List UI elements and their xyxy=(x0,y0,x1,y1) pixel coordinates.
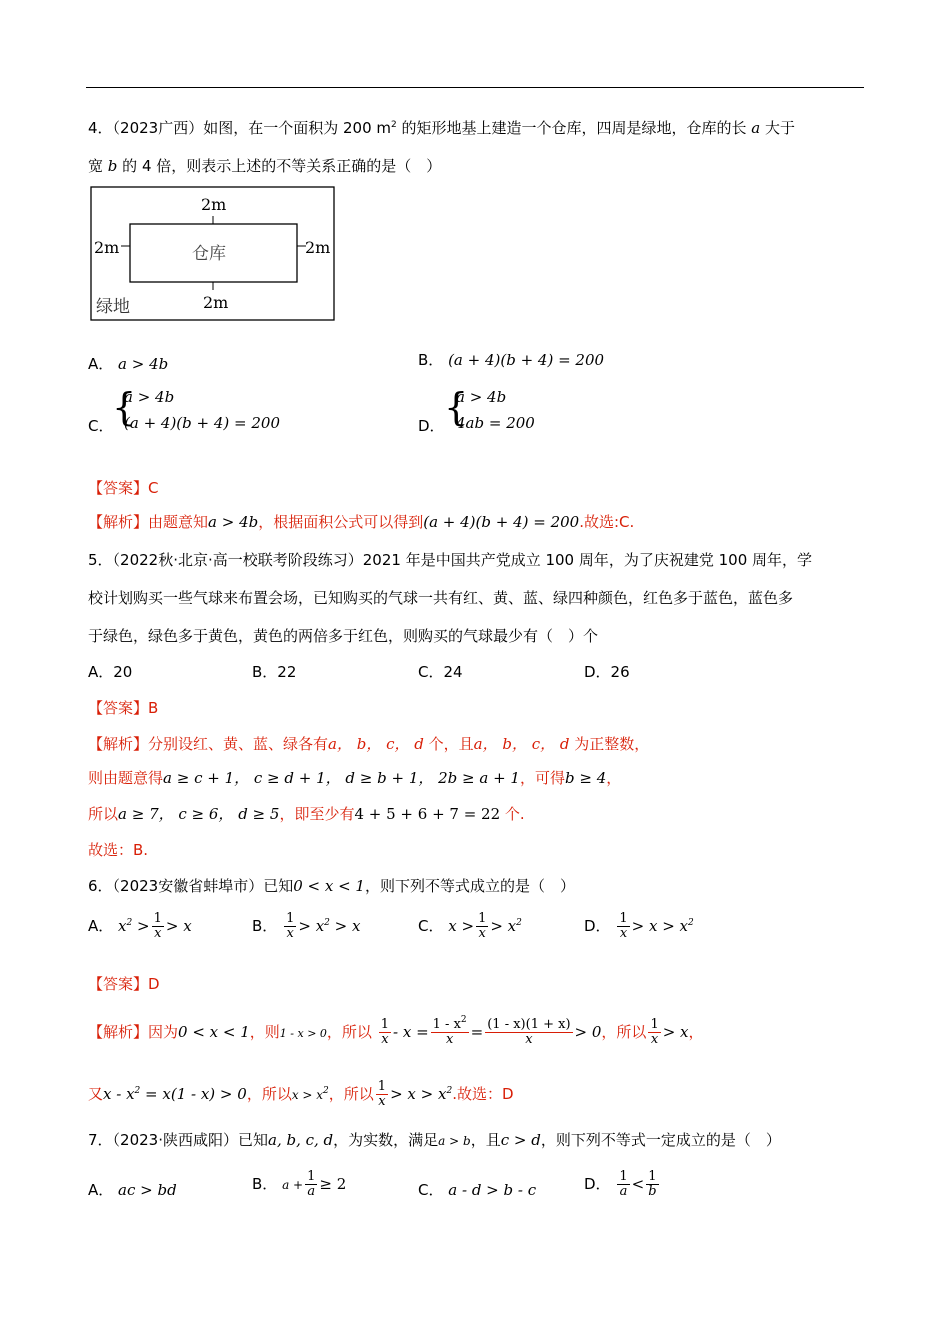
q5-option-b[interactable]: B．22 xyxy=(252,663,297,681)
q4-option-b[interactable]: B． (a + 4)(b + 4) = 200 xyxy=(418,351,605,369)
label-warehouse: 仓库 xyxy=(192,244,226,264)
q6-stem: 6．（2023安徽省蚌埠市）已知0 < x < 1，则下列不等式成立的是（ ） xyxy=(88,877,575,895)
q4-figure xyxy=(90,186,338,324)
q7-option-c[interactable]: C． a - d > b - c xyxy=(418,1181,537,1199)
q5-analysis-line2: 则由题意得a ≥ c + 1， c ≥ d + 1， d ≥ b + 1， 2b ≥ a + 1，可得b ≥ 4， xyxy=(88,769,622,787)
q6-option-d[interactable]: D． $\frac{1}{x}$ > $x > x^2$ xyxy=(584,911,694,941)
q4-option-d[interactable]: a > 4b 4ab = 200 xyxy=(456,388,535,432)
q4-analysis: 【解析】由题意知a > 4b，根据面积公式可以得到(a + 4)(b + 4) = 200.故选:C. xyxy=(88,513,635,531)
q5-stem-line2: 校计划购买一些气球来布置会场，已知购买的气球一共有红、黄、蓝、绿四种颜色，红色多于蓝色，蓝色多 xyxy=(88,589,794,607)
q5-stem-line3: 于绿色，绿色多于黄色，黄色的两倍多于红色，则购买的气球最少有（ ）个 xyxy=(88,627,599,645)
q7-option-a[interactable]: A． ac > bd xyxy=(88,1181,177,1199)
q5-answer: 【答案】B xyxy=(88,699,159,717)
q4-stem-line1: 4．（2023广西）如图，在一个面积为 200 $m^2$ 的矩形地基上建造一个仓库，四周是绿地，仓库的长 a 大于 xyxy=(88,119,796,137)
q4-option-d-label[interactable]: D． xyxy=(418,417,445,435)
q5-analysis-line4: 故选：B. xyxy=(88,841,149,859)
q6-analysis-line1: 【解析】因为0 < x < 1，则1 - x > 0，所以 $\frac{1}{x}$ - x = $\frac{1 - x^2}{x}$ = $\frac{(1 - x)(1 + x)}{x}$ > 0，所以 $\frac{1}{x}$ > x， xyxy=(88,1015,704,1047)
q7-option-b[interactable]: B． a + $\frac{1}{a}$ ≥ 2 xyxy=(252,1169,347,1199)
q5-option-c[interactable]: C．24 xyxy=(418,663,463,681)
label-left: 2m xyxy=(94,238,120,257)
q5-stem-line1: 5．（2022秋·北京·高一校联考阶段练习）2021 年是中国共产党成立 100 周年，为了庆祝建党 100 周年，学 xyxy=(88,551,813,569)
q6-option-c[interactable]: C． x > $\frac{1}{x}$ > $x^2$ xyxy=(418,911,522,941)
q6-answer: 【答案】D xyxy=(88,975,160,993)
label-right: 2m xyxy=(305,238,331,257)
q7-stem: 7．（2023·陕西咸阳）已知a, b, c, d，为实数，满足a > b，且c > d，则下列不等式一定成立的是（ ） xyxy=(88,1131,781,1149)
q4-option-a[interactable]: A． a > 4b xyxy=(88,355,169,373)
q4-answer: 【答案】C xyxy=(88,479,159,497)
q5-analysis-line3: 所以a ≥ 7， c ≥ 6， d ≥ 5，即至少有4 + 5 + 6 + 7 = 22 个. xyxy=(88,805,525,823)
q5-option-a[interactable]: A．20 xyxy=(88,663,133,681)
q6-option-b[interactable]: B． $\frac{1}{x}$ > $x^2 > x$ xyxy=(252,911,361,941)
q6-analysis-line2: 又$x - x^2 = x(1 - x) > 0$，所以$x > x^2$，所以 $\frac{1}{x}$ > $x > x^2$.故选：D xyxy=(88,1079,514,1109)
q4-stem-line2: 宽 b 的 4 倍，则表示上述的不等关系正确的是（ ） xyxy=(88,157,442,175)
q6-option-a[interactable]: A． $x^2$ > $\frac{1}{x}$ > x xyxy=(88,911,192,941)
label-top: 2m xyxy=(201,195,227,214)
header-rule xyxy=(86,87,864,88)
q4-option-c[interactable]: a > 4b (a + 4)(b + 4) = 200 xyxy=(124,388,280,432)
q5-analysis-line1: 【解析】分别设红、黄、蓝、绿各有a， b， c， d 个，且a， b， c， d 为正整数， xyxy=(88,735,650,753)
q5-option-d[interactable]: D．26 xyxy=(584,663,630,681)
label-green: 绿地 xyxy=(96,297,130,317)
q7-option-d[interactable]: D． $\frac{1}{a}$ < $\frac{1}{b}$ xyxy=(584,1169,657,1199)
label-bottom: 2m xyxy=(203,293,229,312)
q4-option-c-label[interactable]: C． xyxy=(88,417,114,435)
